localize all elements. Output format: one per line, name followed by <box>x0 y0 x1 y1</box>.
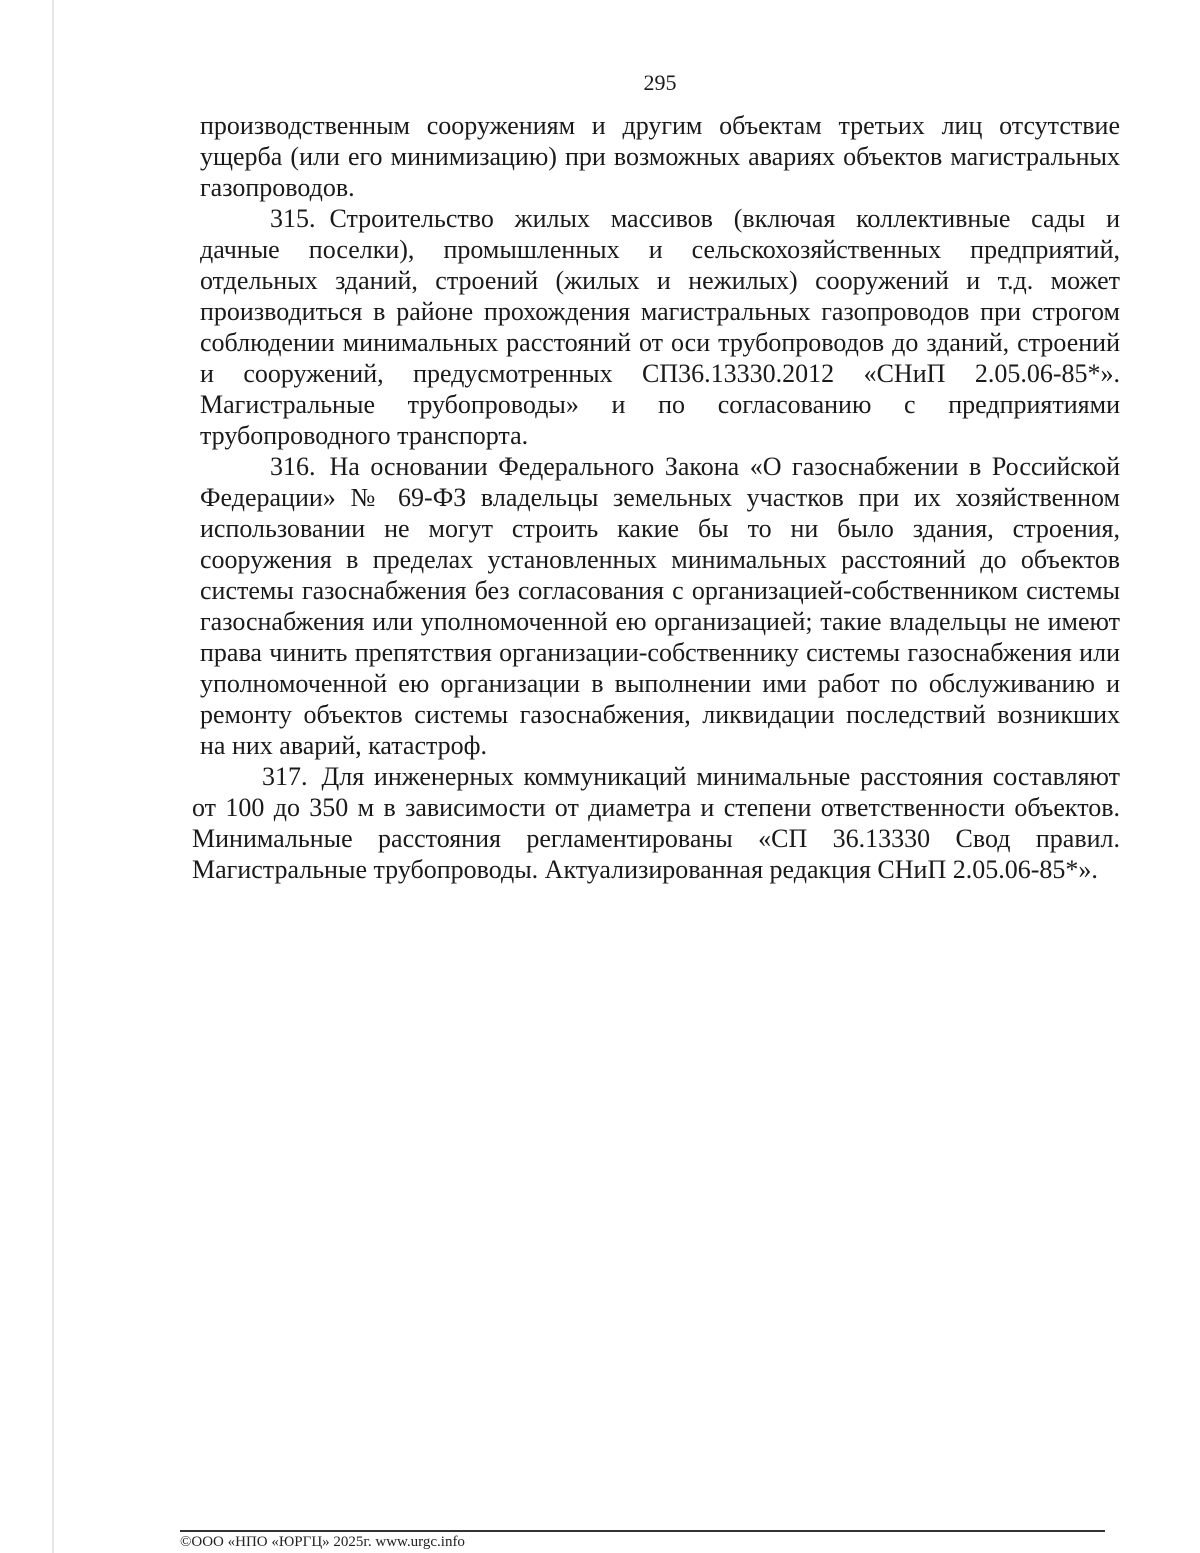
paragraph-continuation <box>200 110 1120 203</box>
paragraph-number: 317. <box>262 762 308 791</box>
page-number: 295 <box>643 70 677 95</box>
paragraph-text: производственным сооружениям и другим объектам третьих лиц отсутствие ущерба (или его минимизацию) при возможных авариях объектов магистральных газопроводов. <box>200 111 1120 202</box>
paragraph-number: 315. <box>270 204 316 233</box>
paragraph-316 <box>200 451 1120 761</box>
footer-copyright: ©ООО «НПО «ЮРГЦ» 2025г. www.urgc.info <box>180 1534 465 1550</box>
footer-divider <box>180 1530 1105 1532</box>
paragraph-317 <box>192 761 1120 885</box>
paragraph-text: Для инженерных коммуникаций минимальные расстояния составляют от 100 до 350 м в зависимости от диаметра и степени ответственности объектов. Минимальные расстояния регламентированы «СП 36.13330 Свод правил. Магистральные трубопроводы. Актуализированная редакция СНиП 2.05.06-85*». <box>192 762 1120 884</box>
scan-edge <box>52 0 54 1553</box>
document-body <box>192 110 1120 885</box>
paragraph-text: На основании Федерального Закона «О газоснабжении в Российской Федерации» № 69-ФЗ владельцы земельных участков при их хозяйственном использовании не могут строить какие бы то ни было здания, строения, сооружения в пределах установленных минимальных расстояний до объектов системы газоснабжения без согласования с организацией-собственником системы газоснабжения или уполномоченной ею организацией; такие владельцы не имеют права чинить препятствия организации-собственнику системы газоснабжения или уполномоченной ею организации в выполнении ими работ по обслуживанию и ремонту объектов системы газоснабжения, ликвидации последствий возникших на них аварий, катастроф. <box>200 452 1120 760</box>
paragraph-text: Строительство жилых массивов (включая коллективные сады и дачные поселки), промышленных и сельскохозяйственных предприятий, отдельных зданий, строений (жилых и нежилых) сооружений и т.д. может производиться в районе прохождения магистральных газопроводов при строгом соблюдении минимальных расстояний от оси трубопроводов до зданий, строений и сооружений, предусмотренных СП36.13330.2012 «СНиП 2.05.06-85*». Магистральные трубопроводы» и по согласованию с предприятиями трубопроводного транспорта. <box>200 204 1120 450</box>
paragraph-number: 316. <box>270 452 316 481</box>
paragraph-315 <box>200 203 1120 451</box>
